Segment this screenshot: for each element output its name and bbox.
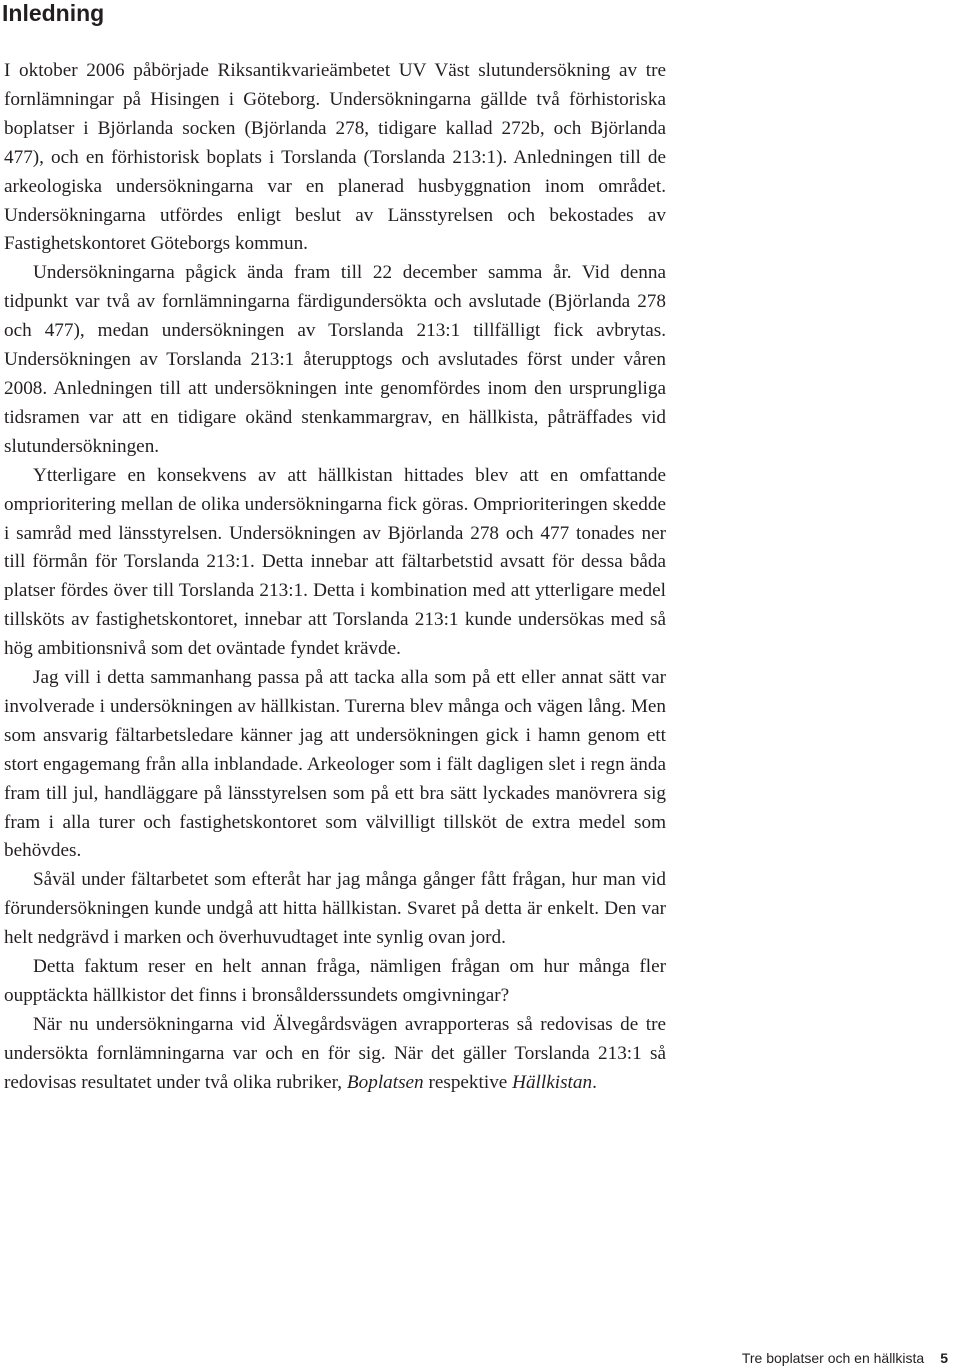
paragraph-6: Detta faktum reser en helt annan fråga, nämligen frågan om hur många fler oupptäckta hällkistor det finns i bronsålderssundets omgivningar? <box>4 956 666 1006</box>
paragraph-2: Undersökningarna pågick ända fram till 22 december samma år. Vid denna tidpunkt var två av fornlämningarna färdigundersökta och avslutade (Björlanda 278 och 477), medan undersökningen av Torslanda 213:1 tillfälligt fick avbrytas. Undersökningen av Torslanda 213:1 återupptogs och avslutades först under våren 2008. Anledningen till att undersökningen inte genomfördes inom den ursprungliga tidsramen var att en tidigare okänd stenkammargrav, en hällkista, påträffades vid slutundersökningen. <box>4 262 666 457</box>
running-title: Tre boplatser och en hällkista <box>741 1350 925 1366</box>
section-heading: Inledning <box>2 0 105 26</box>
italic-term-hallkistan: Hällkistan <box>512 1071 593 1093</box>
paragraph-3: Ytterligare en konsekvens av att hällkistan hittades blev att en omfattande omprioritering mellan de olika undersökningarna fick göras. Omprioriteringen skedde i samråd med länsstyrelsen. Undersökningen av Björlanda 278 och 477 tonades ner till förmån för Torslanda 213:1. Detta innebar att fältarbetstid avsatt för dessa båda platser fördes över till Torslanda 213:1. Detta i kombination med att ytterligare medel tillsköts av fastighetskontoret, innebar att Torslanda 213:1 kunde undersökas med så hög ambitionsnivå som det oväntade fyndet krävde. <box>4 464 666 660</box>
paragraph-4: Jag vill i detta sammanhang passa på att tacka alla som på ett eller annat sätt var involverade i undersökningen av hällkistan. Turerna blev många och vägen lång. Men som ansvarig fältarbetsledare känner jag att undersökningen gick i hamn genom ett stort engagemang från alla inblandade. Arkeologer som i fält dagligen slet i regn ända fram till jul, handläggare på länsstyrelsen som på ett bra sätt lyckades manövrera sig fram i alla turer och fastighetskontoret som välvilligt tillsköt de extra medel som behövdes. <box>4 667 666 862</box>
paragraph-1: I oktober 2006 påbörjade Riksantikvarieämbetet UV Väst slutundersökning av tre fornlämningar på Hisingen i Göteborg. Undersökningarna gällde två förhistoriska boplatser i Björlanda socken (Björlanda 278, tidigare kallad 272b, och Björlanda 477), och en förhistorisk boplats i Torslanda (Torslanda 213:1). Anledningen till de arkeologiska undersökningarna var en planerad husbyggnation inom området. Undersökningarna utfördes enligt beslut av Länsstyrelsen och bekostades av Fastighetskontoret Göteborgs kommun. <box>4 60 666 255</box>
paragraph-7 <box>4 1011 666 1098</box>
paragraph-5: Såväl under fältarbetet som efteråt har jag många gånger fått frågan, hur man vid förundersökningen kunde undgå att hitta hällkistan. Svaret på detta är enkelt. Den var helt nedgrävd i marken och överhuvudtaget inte synlig ovan jord. <box>4 869 666 949</box>
italic-term-boplatsen: Boplatsen <box>346 1071 424 1093</box>
page-footer <box>742 1349 948 1367</box>
body-text <box>4 57 666 1098</box>
paragraph-7-text: När nu undersökningarna vid Älvegårdsvägen avrapporteras så redovisas de tre undersökta fornlämningarna var och en för sig. När det gäller Torslanda 213:1 så redovisas resultatet under två olika rubriker, <box>4 1013 666 1093</box>
page-number: 5 <box>940 1350 948 1366</box>
paragraph-7-connector: respektive <box>423 1071 513 1093</box>
paragraph-7-end: . <box>592 1071 597 1093</box>
